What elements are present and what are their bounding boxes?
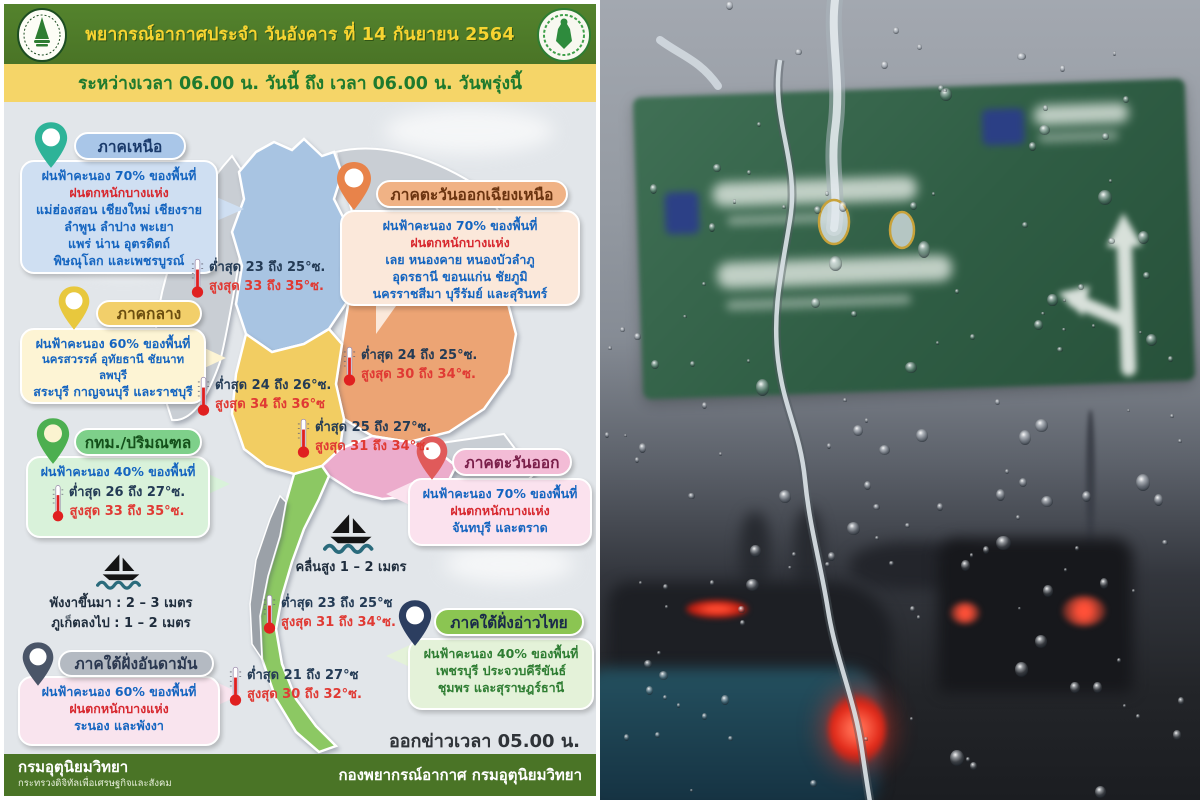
thermometer-icon xyxy=(262,592,277,636)
max-temp-text: สูงสุด 31 ถึง 34°ซ. xyxy=(315,439,430,454)
raindrop xyxy=(624,734,629,741)
raindrop xyxy=(651,360,659,369)
raindrop xyxy=(1100,578,1109,589)
raindrop xyxy=(970,334,975,340)
region-andaman-header: ภาคใต้ฝั่งอันดามัน xyxy=(58,650,214,677)
raindrop xyxy=(917,615,920,619)
raindrop xyxy=(683,315,687,318)
raindrop xyxy=(1136,714,1141,719)
raindrop xyxy=(936,341,939,345)
min-temp-text: ต่ำสุด 25 ถึง 27°ซ. xyxy=(315,420,432,436)
raindrop xyxy=(1098,190,1112,205)
raindrop xyxy=(1162,540,1167,546)
provinces-text: ระนอง และพังงา xyxy=(74,718,164,733)
provinces-text: พิษณุโลก และเพชรบูรณ์ xyxy=(53,253,185,268)
raindrop xyxy=(1035,635,1047,648)
raindrop xyxy=(750,545,761,557)
raindrop xyxy=(889,561,893,566)
time-range-banner: ระหว่างเวลา 06.00 น. วันนี้ ถึง เวลา 06.00 น. วันพรุ่งนี้ xyxy=(4,64,596,102)
raindrop xyxy=(1178,697,1184,705)
ministry-name: กระทรวงดิจิทัลเพื่อเศรษฐกิจและสังคม xyxy=(18,777,172,789)
raindrop xyxy=(1170,414,1174,419)
region-north-bubble xyxy=(20,160,218,274)
rain-chance-text: ฝนฟ้าคะนอง 60% ของพื้นที่ xyxy=(41,684,197,699)
thermometer-icon xyxy=(196,374,211,418)
division-name: กองพยากรณ์อากาศ กรมอุตุนิยมวิทยา xyxy=(338,766,582,784)
rain-chance-text: ฝนฟ้าคะนอง 40% ของพื้นที่ xyxy=(40,464,196,479)
raindrop xyxy=(719,452,722,456)
raindrop xyxy=(634,333,640,340)
thermometer-icon xyxy=(51,483,65,523)
map-pin-icon xyxy=(20,640,56,692)
map-pin-icon xyxy=(56,284,92,336)
rain-windshield-photo xyxy=(600,0,1200,800)
raindrop xyxy=(1070,682,1079,693)
bubble-tail xyxy=(376,306,396,334)
raindrop xyxy=(635,457,639,462)
rain-chance-text: ฝนฟ้าคะนอง 40% ของพื้นที่ xyxy=(423,646,579,661)
raindrop xyxy=(893,27,899,33)
tmd-seal-logo xyxy=(16,7,68,67)
temp-central xyxy=(196,374,331,418)
raindrop xyxy=(839,201,848,212)
map-pin-icon xyxy=(396,598,434,652)
heavy-rain-text: ฝนตกหนักบางแห่ง xyxy=(410,235,510,250)
raindrop xyxy=(961,560,969,571)
map-pin-icon xyxy=(34,416,72,470)
thermometer-icon xyxy=(296,416,311,460)
andaman-wave-info xyxy=(16,552,226,633)
temp-northeast xyxy=(342,344,477,388)
raindrop xyxy=(677,703,681,708)
raindrop xyxy=(1109,179,1112,183)
provinces-text: นครราชสีมา บุรีรัมย์ และสุรินทร์ xyxy=(372,286,548,301)
raindrop xyxy=(864,481,871,491)
raindrop xyxy=(1035,419,1048,432)
raindrop xyxy=(657,651,660,655)
map-pin-icon xyxy=(334,160,374,216)
raindrop xyxy=(881,61,888,69)
thermometer-icon xyxy=(342,344,357,388)
raindrop xyxy=(1173,730,1182,739)
raindrop xyxy=(1132,589,1135,593)
raindrop xyxy=(811,298,820,308)
raindrop xyxy=(1093,682,1101,693)
heavy-rain-text: ฝนตกหนักบางแห่ง xyxy=(450,503,550,518)
raindrop xyxy=(1139,331,1142,335)
raindrop xyxy=(873,504,880,510)
raindrop xyxy=(726,1,734,10)
raindrop xyxy=(1143,272,1149,279)
raindrop xyxy=(875,536,879,540)
raindrop xyxy=(851,311,857,316)
temp-east-coast xyxy=(296,416,431,460)
provinces-text: สระบุรี กาญจนบุรี และราชบุรี xyxy=(33,384,193,400)
temp-south-gulf xyxy=(262,592,396,636)
raindrop xyxy=(1075,546,1079,551)
region-central-bubble xyxy=(20,328,206,404)
raindrop xyxy=(702,402,707,409)
min-temp-text: ต่ำสุด 24 ถึง 26°ซ. xyxy=(215,378,332,394)
raindrop xyxy=(827,443,832,449)
max-temp-text: สูงสุด 30 ถึง 32°ซ. xyxy=(247,687,362,702)
raindrop xyxy=(828,552,835,560)
wave-height-text: พังงาขึ้นมา : 2 – 3 เมตร xyxy=(49,596,193,611)
raindrop xyxy=(1019,478,1027,487)
bubble-tail xyxy=(214,196,244,222)
met-department-logo xyxy=(536,7,592,67)
department-name: กรมอุตุนิยมวิทยา xyxy=(18,758,129,777)
raindrop xyxy=(1039,125,1050,135)
raindrop xyxy=(1062,328,1066,332)
thermometer-icon xyxy=(228,664,243,708)
raindrop xyxy=(1041,496,1053,507)
raindrop xyxy=(779,490,791,502)
wave-height-text: ภูเก็ตลงไป : 1 – 2 เมตร xyxy=(51,615,191,631)
raindrop xyxy=(1005,469,1009,474)
raindrop xyxy=(788,566,791,570)
provinces-text: นครสวรรค์ อุทัยธานี ชัยนาท ลพบุรี xyxy=(41,352,185,382)
raindrop xyxy=(879,445,890,455)
raindrop xyxy=(782,205,786,209)
region-northeast-header: ภาคตะวันออกเฉียงเหนือ xyxy=(376,180,568,208)
raindrop xyxy=(1016,515,1021,520)
region-north-header: ภาคเหนือ xyxy=(74,132,186,160)
raindrop xyxy=(1029,142,1037,150)
heavy-rain-text: ฝนตกหนักบางแห่ง xyxy=(69,701,169,716)
title-banner xyxy=(4,4,596,64)
raindrop xyxy=(1063,299,1066,302)
raindrop xyxy=(1047,294,1057,307)
raindrop xyxy=(690,789,693,793)
provinces-text: อุดรธานี ขอนแก่น ชัยภูมิ xyxy=(392,269,528,284)
footer-bar xyxy=(4,754,596,796)
raindrop xyxy=(996,536,1011,551)
raindrop xyxy=(905,362,917,373)
raindrop xyxy=(1117,658,1121,663)
raindrop xyxy=(702,282,707,287)
raindrop xyxy=(1043,105,1048,110)
raindrop xyxy=(1123,704,1126,708)
raindrop xyxy=(665,605,668,609)
raindrop xyxy=(644,660,652,669)
region-south-gulf-bubble xyxy=(408,638,594,710)
raindrop xyxy=(943,89,946,92)
raindrop xyxy=(1095,786,1106,799)
raindrop xyxy=(655,732,660,738)
raindrop xyxy=(955,289,960,294)
raindrop xyxy=(950,750,963,766)
raindrop xyxy=(910,717,913,721)
raindrop xyxy=(710,580,715,586)
raindrop xyxy=(970,553,973,558)
raindrop xyxy=(1127,409,1130,412)
raindrop xyxy=(740,620,745,625)
raindrop xyxy=(1138,231,1149,244)
raindrop xyxy=(1018,607,1022,611)
raindrop xyxy=(624,434,627,437)
gulf-wave-info xyxy=(266,512,436,578)
provinces-text: เพชรบุรี ประจวบคีรีขันธ์ xyxy=(435,663,567,678)
rain-chance-text: ฝนฟ้าคะนอง 60% ของพื้นที่ xyxy=(35,336,191,351)
raindrop xyxy=(1064,568,1067,572)
raindrop xyxy=(639,581,642,585)
raindrop xyxy=(847,522,860,534)
raindrop xyxy=(688,493,694,500)
raindrop xyxy=(1060,65,1065,71)
raindrop xyxy=(756,379,770,396)
raindrop xyxy=(1102,133,1110,140)
raindrop xyxy=(1022,222,1028,228)
heavy-rain-text: ฝนตกหนักบางแห่ง xyxy=(69,185,169,200)
raindrop xyxy=(757,122,761,127)
raindrop xyxy=(918,241,930,258)
raindrop xyxy=(853,425,864,436)
temp-andaman xyxy=(228,664,362,708)
raindrop xyxy=(795,49,802,56)
raindrop xyxy=(1078,284,1084,290)
raindrop xyxy=(1092,324,1095,327)
thermometer-icon xyxy=(190,256,205,300)
provinces-text: เลย หนองคาย หนองบัวลำภู xyxy=(385,252,535,267)
raindrop xyxy=(1034,320,1043,331)
raindrop xyxy=(970,762,977,770)
footer-left xyxy=(18,759,172,791)
raindrop xyxy=(1113,51,1116,56)
rain-chance-text: ฝนฟ้าคะนอง 70% ของพื้นที่ xyxy=(382,218,538,233)
raindrop xyxy=(983,546,989,554)
raindrop xyxy=(1136,474,1150,491)
release-time-text: ออกข่าวเวลา 05.00 น. xyxy=(388,731,580,752)
raindrop xyxy=(1146,334,1157,346)
provinces-text: ชุมพร และสุราษฎร์ธานี xyxy=(437,680,565,695)
sailboat-icon xyxy=(323,512,379,554)
rain-chance-text: ฝนฟ้าคะนอง 70% ของพื้นที่ xyxy=(422,486,578,501)
raindrop xyxy=(937,503,943,511)
max-temp-text: สูงสุด 30 ถึง 34°ซ. xyxy=(361,367,476,382)
region-south-gulf-header: ภาคใต้ฝั่งอ่าวไทย xyxy=(434,608,584,636)
temp-bangkok xyxy=(32,483,204,523)
raindrop xyxy=(829,256,842,271)
raindrops-layer xyxy=(600,0,1200,800)
raindrop xyxy=(810,780,817,787)
raindrop xyxy=(1041,312,1044,315)
min-temp-text: ต่ำสุด 21 ถึง 27°ซ xyxy=(247,668,359,684)
min-temp-text: ต่ำสุด 26 ถึง 27°ซ. xyxy=(68,485,186,501)
raindrop xyxy=(917,44,923,50)
raindrop xyxy=(825,562,830,567)
rain-chance-text: ฝนฟ้าคะนอง 70% ของพื้นที่ xyxy=(41,168,197,183)
page-title: พยากรณ์อากาศประจำ วันอังคาร ที่ 14 กันยายน 2564 xyxy=(85,25,515,45)
raindrop xyxy=(663,695,667,700)
raindrop xyxy=(1015,662,1028,676)
raindrop xyxy=(1168,356,1173,361)
region-bangkok-header: กทม./ปริมณฑล xyxy=(74,428,202,456)
raindrop xyxy=(966,757,970,762)
raindrop xyxy=(932,192,935,195)
raindrop xyxy=(620,327,625,332)
map-pin-icon xyxy=(32,120,70,174)
raindrop xyxy=(865,418,868,423)
raindrop xyxy=(1178,439,1181,443)
raindrop xyxy=(608,346,611,350)
raindrop xyxy=(1108,238,1115,244)
raindrop xyxy=(910,606,915,613)
raindrop xyxy=(747,170,751,175)
raindrop xyxy=(702,713,707,719)
raindrop xyxy=(864,737,868,740)
provinces-text: ลำพูน ลำปาง พะเยา xyxy=(64,219,174,234)
raindrop xyxy=(650,184,658,194)
provinces-text: จันทบุรี และตราด xyxy=(452,520,548,535)
provinces-text: แม่ฮ่องสอน เชียงใหม่ เชียงราย xyxy=(36,202,202,217)
raindrop xyxy=(905,523,910,528)
raindrop xyxy=(733,199,736,203)
raindrop xyxy=(995,399,1000,405)
raindrop xyxy=(728,736,732,741)
raindrop xyxy=(916,429,927,442)
raindrop xyxy=(792,552,796,556)
max-temp-text: สูงสุด 34 ถึง 36°ซ xyxy=(215,397,325,412)
raindrop xyxy=(659,671,668,680)
sailboat-icon xyxy=(96,552,146,590)
raindrop xyxy=(1057,347,1063,352)
raindrop xyxy=(825,191,829,196)
wave-height-text: คลื่นสูง 1 – 2 เมตร xyxy=(295,560,407,575)
raindrop xyxy=(746,579,759,591)
raindrop xyxy=(690,361,695,367)
raindrop xyxy=(996,489,1005,501)
raindrop xyxy=(843,398,847,402)
region-east-header: ภาคตะวันออก xyxy=(452,448,572,476)
raindrop xyxy=(747,359,750,363)
raindrop xyxy=(663,584,668,590)
raindrop xyxy=(814,206,821,214)
raindrop xyxy=(1082,491,1091,502)
raindrop xyxy=(1017,53,1025,61)
raindrop xyxy=(1123,96,1129,103)
provinces-text: แพร่ น่าน อุตรดิตถ์ xyxy=(68,236,170,251)
temp-north xyxy=(190,256,325,300)
max-temp-text: สูงสุด 33 ถึง 35°ซ. xyxy=(69,504,185,519)
max-temp-text: สูงสุด 33 ถึง 35°ซ. xyxy=(209,279,324,294)
raindrop xyxy=(721,695,729,706)
raindrop xyxy=(713,164,720,172)
raindrop xyxy=(910,202,917,210)
region-northeast-bubble xyxy=(340,210,580,306)
min-temp-text: ต่ำสุด 23 ถึง 25°ซ. xyxy=(209,260,326,276)
raindrop xyxy=(639,443,646,453)
raindrop xyxy=(738,606,744,614)
raindrop xyxy=(646,686,653,695)
raindrop xyxy=(709,223,715,231)
min-temp-text: ต่ำสุด 23 ถึง 25°ซ xyxy=(281,596,393,612)
region-central-header: ภาคกลาง xyxy=(96,300,202,327)
max-temp-text: สูงสุด 31 ถึง 34°ซ. xyxy=(281,615,396,630)
raindrop xyxy=(1043,585,1054,597)
raindrop xyxy=(605,432,610,437)
min-temp-text: ต่ำสุด 24 ถึง 25°ซ. xyxy=(361,348,478,364)
raindrop xyxy=(1019,430,1031,445)
raindrop xyxy=(1154,494,1163,506)
